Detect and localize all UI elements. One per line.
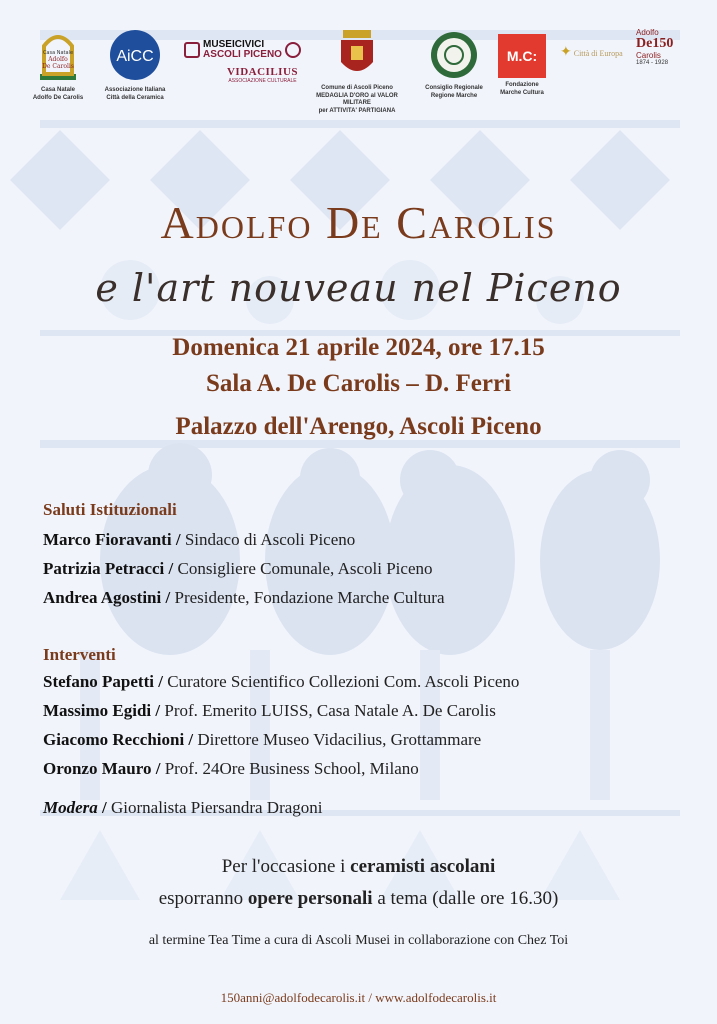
- occasion-line-3: al termine Tea Time a cura di Ascoli Musei in collaborazione con Chez Toi: [148, 933, 569, 948]
- sponsor-logos: [0, 28, 717, 123]
- musei-civici-top: MUSEICIVICI: [203, 39, 265, 50]
- vidacilius-mark: VIDACILIUS: [226, 66, 299, 78]
- casa-natale-logo: [28, 28, 88, 102]
- interventi-heading: Interventi: [43, 645, 116, 664]
- casa-natale-emblem: [36, 28, 80, 82]
- citta-europa-mark: Città di Europa: [573, 48, 623, 58]
- consiglio-caption: Consiglio Regionale Regione Marche: [425, 85, 483, 99]
- consiglio-logo: [422, 30, 486, 100]
- musei-civici-icon: [184, 42, 200, 58]
- star-icon: ✦: [560, 45, 572, 60]
- aicc-mark: AiCC: [116, 48, 154, 65]
- consiglio-seal-icon: [429, 30, 479, 80]
- interventi-row: Stefano Papetti / Curatore Scientifico Collezioni Com. Ascoli Piceno: [43, 672, 520, 691]
- speaker-name: Patrizia Petracci: [43, 559, 165, 578]
- event-title: Adolfo De Carolis: [160, 197, 557, 248]
- comune-caption: Comune di Ascoli Piceno MEDAGLIA D'ORO al VALOR MILITARE per ATTIVITA' PARTIGIANA: [316, 85, 398, 114]
- speaker-role: Presidente, Fondazione Marche Cultura: [174, 588, 445, 607]
- footer-contacts[interactable]: 150anni@adolfodecarolis.it / www.adolfodecarolis.it: [220, 990, 497, 1005]
- speaker-name: Marco Fioravanti: [43, 530, 172, 549]
- fondazione-caption: Fondazione Marche Cultura: [500, 82, 544, 96]
- speaker-role: Sindaco di Ascoli Piceno: [184, 530, 356, 549]
- event-date: Domenica 21 aprile 2024, ore 17.15: [172, 334, 545, 361]
- de150-logo: [636, 28, 686, 66]
- event-venue: Sala A. De Carolis – D. Ferri: [205, 370, 512, 397]
- de150-line-3: Carolis: [636, 51, 661, 60]
- speaker-role: Prof. Emerito LUISS, Casa Natale A. De Carolis: [164, 701, 496, 720]
- aicc-caption: Associazione Italiana Città della Ceramica: [104, 87, 166, 101]
- svg-text:De Carolis: De Carolis: [42, 63, 74, 70]
- speaker-role: Curatore Scientifico Collezioni Com. Ascoli Piceno: [167, 672, 520, 691]
- de150-line-4: 1874 - 1928: [636, 60, 669, 66]
- speaker-name: Massimo Egidi: [43, 701, 152, 720]
- fondazione-mark: M.C:: [498, 34, 546, 78]
- svg-text:Adolfo: Adolfo: [48, 56, 68, 63]
- musei-civici-logo: [175, 40, 310, 84]
- comune-crest-icon: [337, 28, 377, 80]
- speaker-name: Andrea Agostini: [43, 588, 162, 607]
- saluti-row: Marco Fioravanti / Sindaco di Ascoli Piceno: [43, 530, 356, 549]
- saluti-row: Andrea Agostini / Presidente, Fondazione Marche Cultura: [43, 588, 445, 607]
- de150-line-1: Adolfo: [636, 28, 659, 37]
- speaker-name: Oronzo Mauro: [43, 759, 152, 778]
- fondazione-logo: [494, 34, 550, 97]
- aicc-emblem: [108, 28, 162, 82]
- ring-icon: [285, 42, 301, 58]
- interventi-row: Massimo Egidi / Prof. Emerito LUISS, Casa Natale A. De Carolis: [43, 701, 496, 720]
- interventi-row: Giacomo Recchioni / Direttore Museo Vidacilius, Grottammare: [43, 730, 482, 749]
- occasion-line-2: esporranno opere personali a tema (dalle ore 16.30): [158, 888, 559, 909]
- event-place: Palazzo dell'Arengo, Ascoli Piceno: [175, 413, 542, 440]
- svg-text:Casa Natale: Casa Natale: [42, 50, 74, 56]
- casa-natale-caption: Casa Natale Adolfo De Carolis: [32, 87, 84, 101]
- speaker-role: Direttore Museo Vidacilius, Grottammare: [197, 730, 482, 749]
- modera-row: Modera / Giornalista Piersandra Dragoni: [43, 798, 323, 817]
- comune-logo: [302, 28, 412, 115]
- speaker-role: Prof. 24Ore Business School, Milano: [164, 759, 419, 778]
- speaker-role: Consigliere Comunale, Ascoli Piceno: [177, 559, 433, 578]
- speaker-name: Stefano Papetti: [43, 672, 154, 691]
- interventi-row: Oronzo Mauro / Prof. 24Ore Business School, Milano: [43, 759, 419, 778]
- vidacilius-sub: ASSOCIAZIONE CULTURALE: [228, 78, 297, 84]
- musei-civici-bottom: ASCOLI PICENO: [203, 49, 282, 60]
- saluti-heading: Saluti Istituzionali: [43, 500, 177, 519]
- de150-line-2: De150: [636, 36, 674, 51]
- modera-label: Modera: [43, 798, 98, 817]
- aicc-logo: [100, 28, 170, 102]
- saluti-row: Patrizia Petracci / Consigliere Comunale, Ascoli Piceno: [43, 559, 433, 578]
- event-subtitle: e l'art nouveau nel Piceno: [95, 266, 622, 310]
- occasion-line-1: Per l'occasione i ceramisti ascolani: [221, 856, 496, 877]
- modera-text: Giornalista Piersandra Dragoni: [111, 798, 323, 817]
- speaker-name: Giacomo Recchioni: [43, 730, 185, 749]
- citta-europa-logo: [560, 46, 632, 60]
